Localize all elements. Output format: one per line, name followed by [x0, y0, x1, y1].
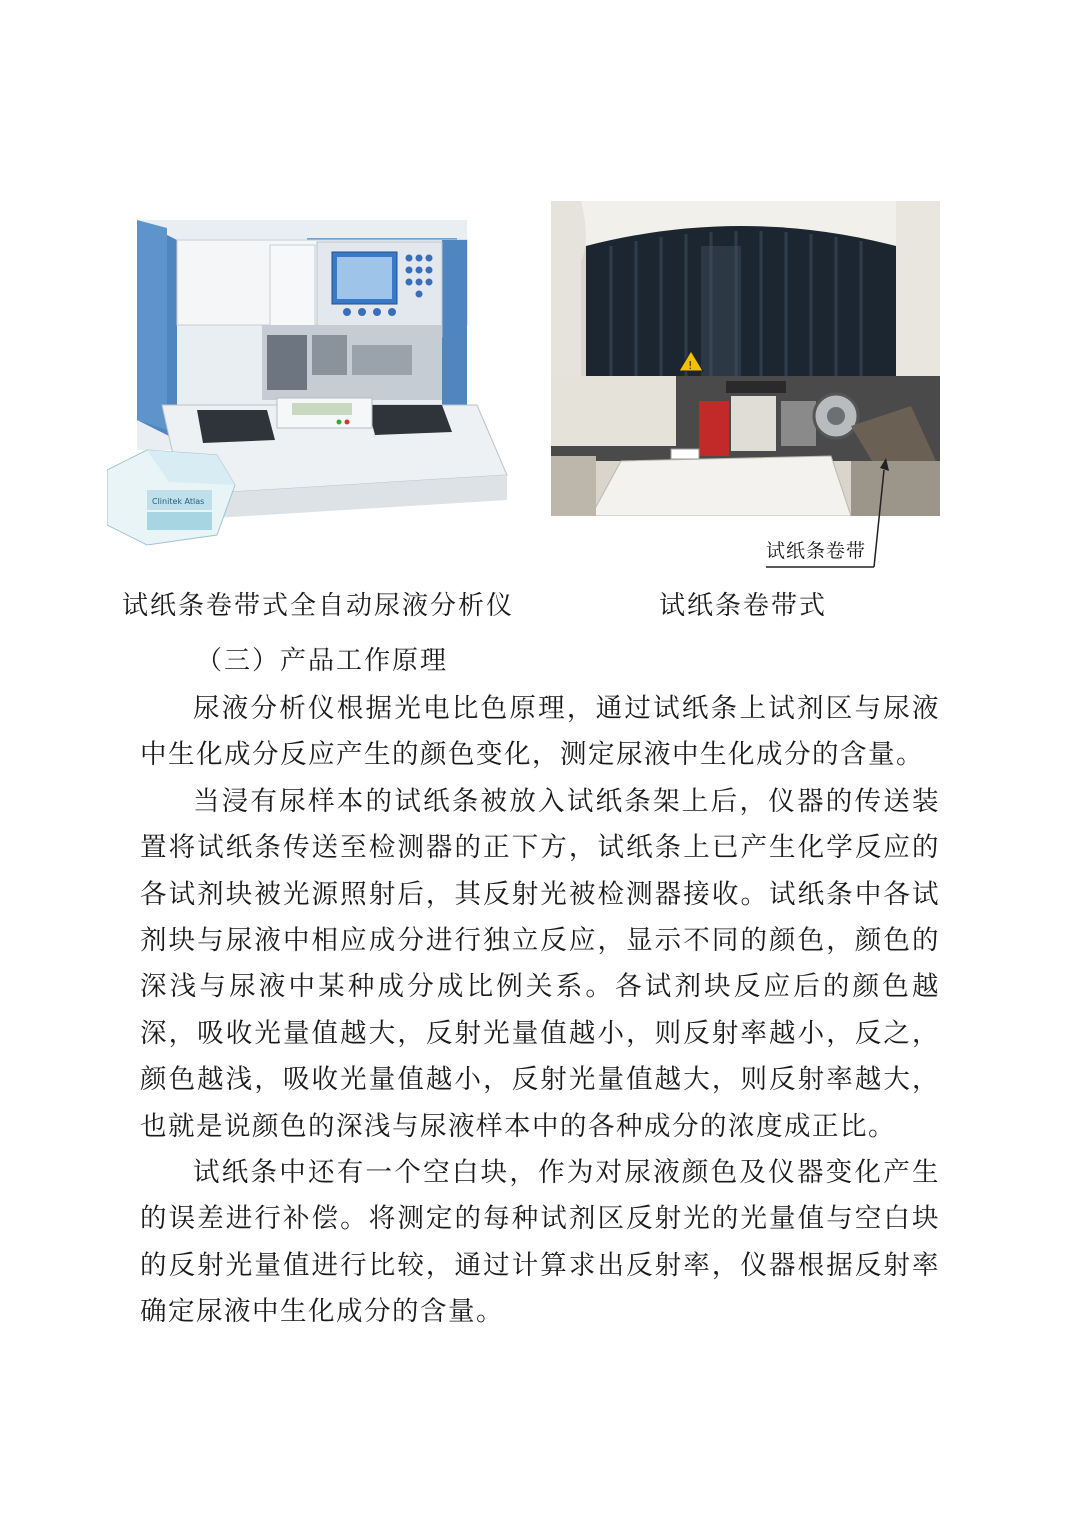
- svg-text:!: !: [688, 359, 693, 372]
- analyzer-photo: [107, 200, 532, 565]
- section-body: [140, 686, 940, 1336]
- caption-analyzer: 试纸条卷带式全自动尿液分析仪: [122, 591, 515, 621]
- paragraph-process: 当浸有尿样本的试纸条被放入试纸条架上后，仪器的传送装置将试纸条传送至检测器的正下方，试纸条上已产生化学反应的各试剂块被光源照射后，其反射光被检测器接收。试纸条中各试剂块与尿液中相应成分进行独立反应，显示不同的颜色，颜色的深浅与尿液中某种成分成比例关系。各试剂块反应后的颜色越深，吸收光量值越大，反射光量值越小，则反射率越小，反之，颜色越浅，吸收光量值越小，反射光量值越大，则反射率越大，也就是说颜色的深浅与尿液样本中的各种成分的浓度成正比。: [140, 785, 940, 1142]
- analyzer-illustration: [107, 200, 532, 565]
- roll-tape-callout-label: 试纸条卷带: [766, 540, 867, 562]
- roll-tape-photo: [551, 201, 940, 516]
- section-heading: （三）产品工作原理: [196, 646, 449, 676]
- paragraph-blank-pad: 试纸条中还有一个空白块，作为对尿液颜色及仪器变化产生的误差进行补偿。将测定的每种试剂区反射光的光量值与空白块的反射光量值进行比较，通过计算求出反射率，仪器根据反射率确定尿液中生化成分的含量。: [140, 1157, 940, 1328]
- paragraph-principle: 尿液分析仪根据光电比色原理，通过试纸条上试剂区与尿液中生化成分反应产生的颜色变化，测定尿液中生化成分的含量。: [140, 693, 940, 771]
- box-label: Clinitek Atlas: [152, 497, 205, 506]
- roll-tape-illustration: [551, 201, 940, 516]
- caption-roll-tape: 试纸条卷带式: [659, 591, 828, 621]
